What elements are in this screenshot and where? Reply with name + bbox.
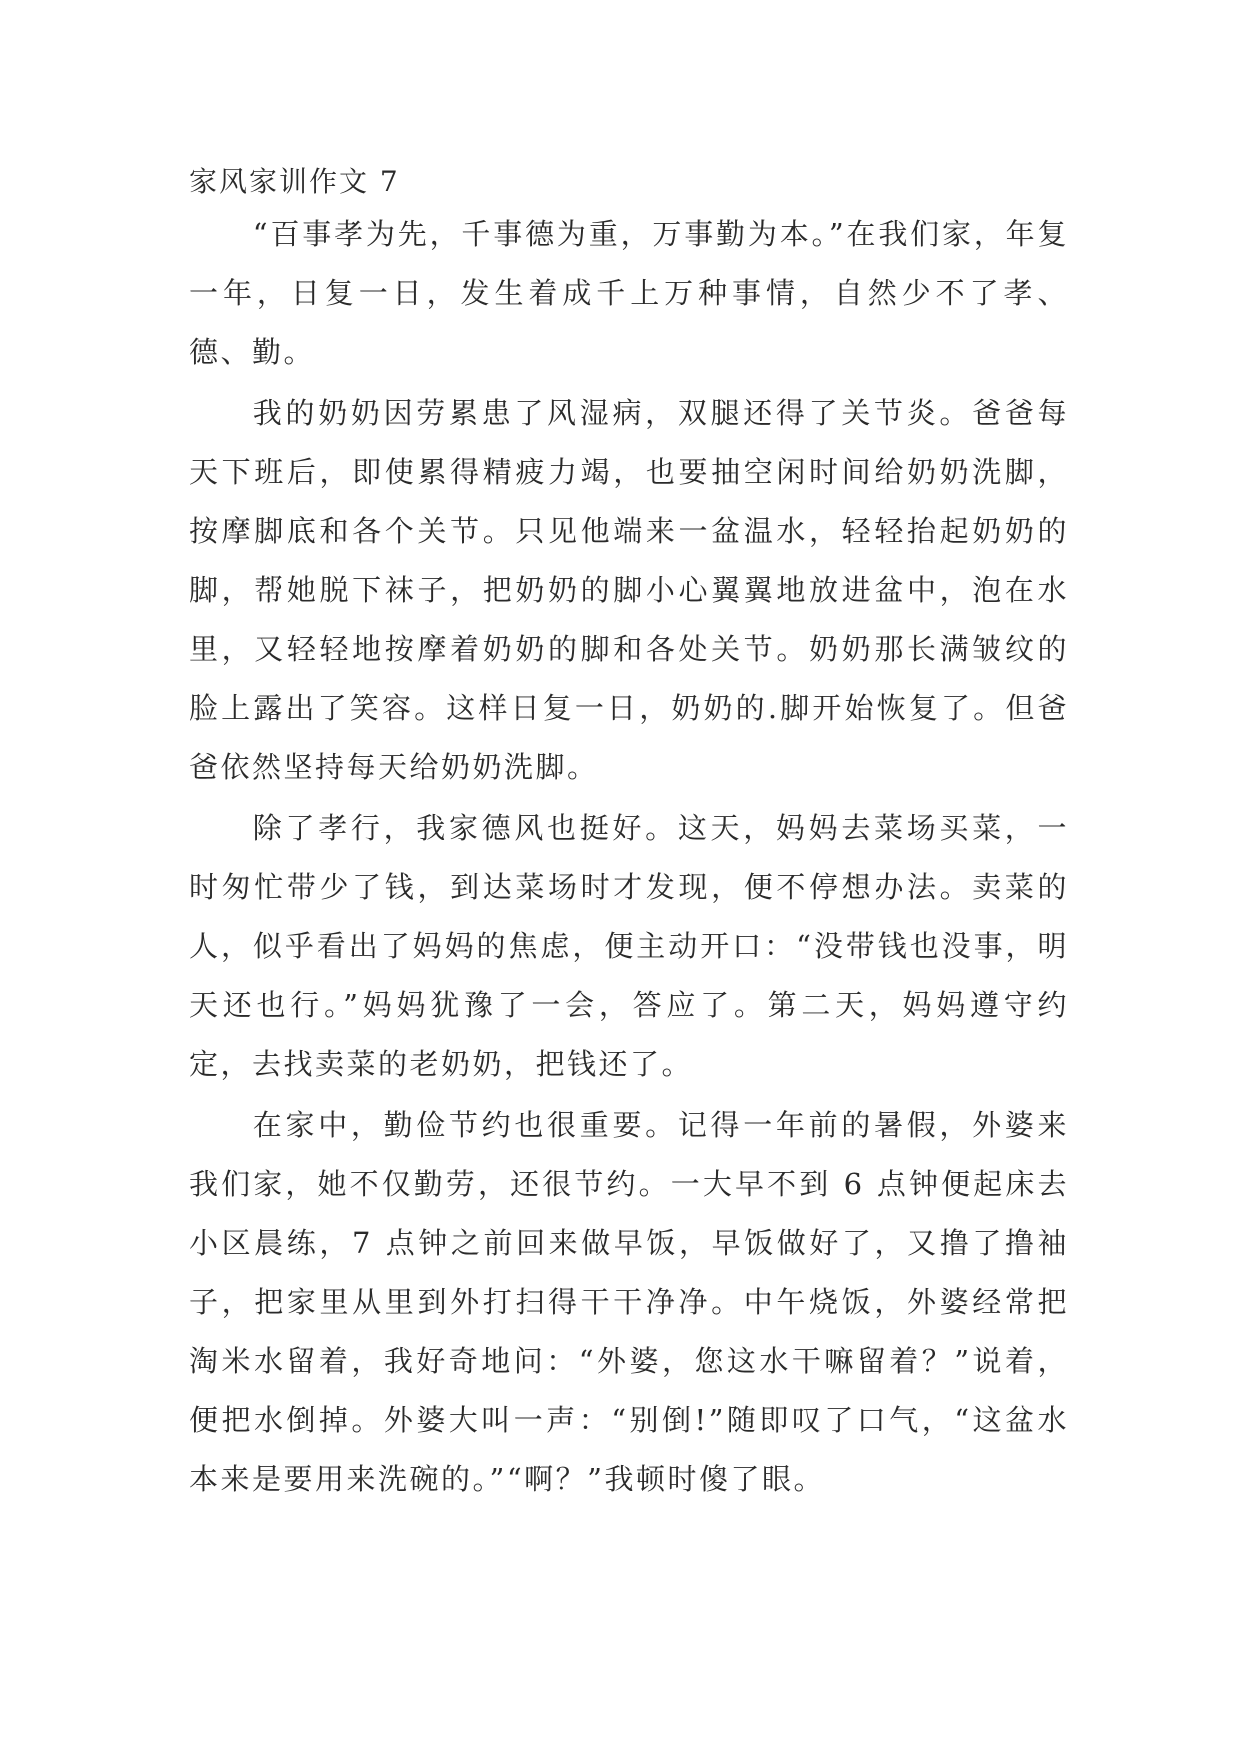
document-title: 家风家训作文 7 bbox=[189, 165, 400, 198]
paragraph-intro: “百事孝为先，千事德为重，万事勤为本。”在我们家，年复一年，日复一日，发生着成千上万种事情，自然少不了孝、德、勤。 bbox=[189, 217, 1069, 369]
paragraph-thrift: 在家中，勤俭节约也很重要。记得一年前的暑假，外婆来我们家，她不仅勤劳，还很节约。一大早不到 6 点钟便起床去小区晨练，7 点钟之前回来做早饭，早饭做好了，又撸了撸袖子，把家里从里到外打扫得干干净净。中午烧饭，外婆经常把淘米水留着，我好奇地问：“外婆，您这水干嘛留着？”说着，便把水倒掉。外婆大叫一声：“别倒!”随即叹了口气，“这盆水本来是要用来洗碗的。”“啊？”我顿时傻了眼。 bbox=[189, 1108, 1069, 1496]
paragraph-filial-piety: 我的奶奶因劳累患了风湿病，双腿还得了关节炎。爸爸每天下班后，即使累得精疲力竭，也要抽空闲时间给奶奶洗脚，按摩脚底和各个关节。只见他端来一盆温水，轻轻抬起奶奶的脚，帮她脱下袜子，把奶奶的脚小心翼翼地放进盆中，泡在水里，又轻轻地按摩着奶奶的脚和各处关节。奶奶那长满皱纹的脸上露出了笑容。这样日复一日，奶奶的.脚开始恢复了。但爸爸依然坚持每天给奶奶洗脚。 bbox=[189, 396, 1069, 784]
paragraph-virtue: 除了孝行，我家德风也挺好。这天，妈妈去菜场买菜，一时匆忙带少了钱，到达菜场时才发现，便不停想办法。卖菜的人，似乎看出了妈妈的焦虑，便主动开口：“没带钱也没事，明天还也行。”妈妈犹豫了一会，答应了。第二天，妈妈遵守约定，去找卖菜的老奶奶，把钱还了。 bbox=[189, 811, 1069, 1081]
document-body bbox=[189, 160, 1069, 1509]
